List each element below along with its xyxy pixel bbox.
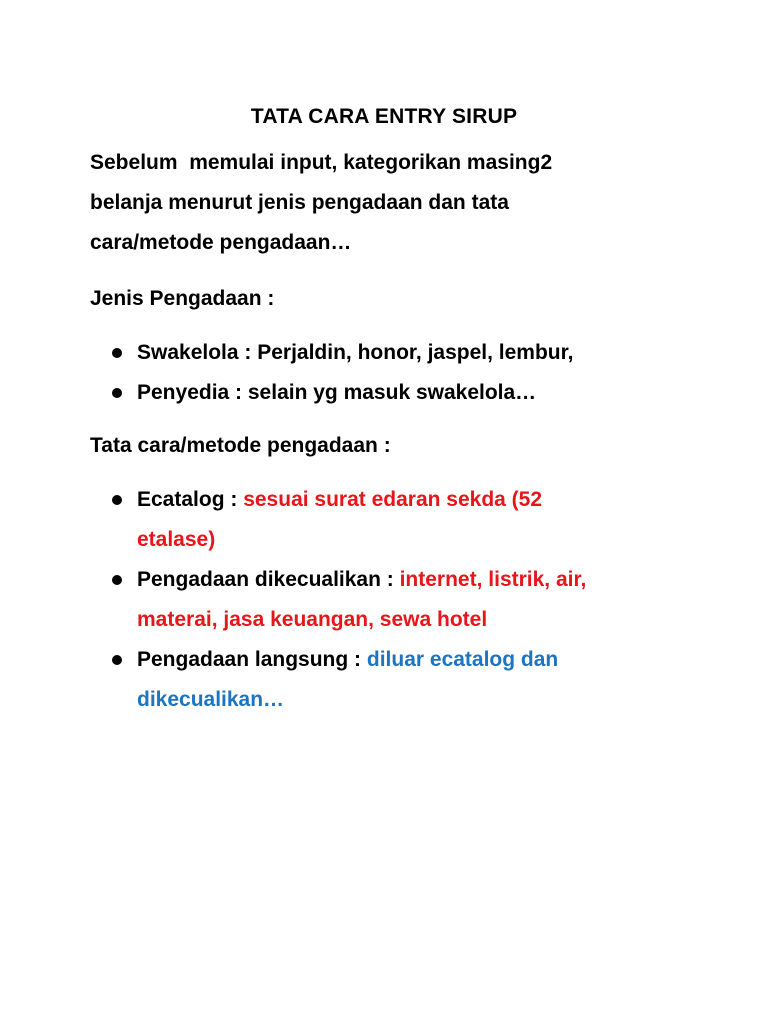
item-detail: diluar ecatalog dan xyxy=(366,648,559,671)
item-label: Pengadaan dikecualikan : xyxy=(137,568,400,591)
item-label: Ecatalog : xyxy=(137,488,244,511)
item-detail: sesuai surat edaran sekda (52 xyxy=(243,488,543,511)
intro-line: Sebelum memulai input, kategorikan masing2 xyxy=(90,151,553,174)
metode-pengadaan-heading: Tata cara/metode pengadaan : xyxy=(90,434,391,457)
intro-line: belanja menurut jenis pengadaan dan tata xyxy=(90,191,509,214)
bullet-icon xyxy=(112,495,122,505)
jenis-pengadaan-heading: Jenis Pengadaan : xyxy=(90,287,275,310)
item-detail-continued: materai, jasa keuangan, sewa hotel xyxy=(137,608,488,631)
item-label: Pengadaan langsung : xyxy=(137,648,367,671)
list-item xyxy=(90,560,677,640)
intro-line: cara/metode pengadaan… xyxy=(90,231,352,254)
list-item-line xyxy=(137,640,677,680)
list-item xyxy=(90,640,677,720)
metode-pengadaan-list xyxy=(90,480,677,720)
bullet-icon xyxy=(112,348,122,358)
item-detail-continued: etalase) xyxy=(137,528,216,551)
list-item-text: Penyedia : selain yg masuk swakelola… xyxy=(137,381,537,404)
list-item xyxy=(90,333,677,373)
list-item-line xyxy=(137,560,677,600)
item-detail: internet, listrik, air, xyxy=(399,568,587,591)
intro-paragraph xyxy=(90,143,680,263)
item-detail-continued: dikecualikan… xyxy=(137,688,285,711)
list-item-text: Swakelola : Perjaldin, honor, jaspel, lembur, xyxy=(137,341,574,364)
list-item xyxy=(90,373,677,413)
list-item xyxy=(90,480,677,560)
jenis-pengadaan-list xyxy=(90,333,677,413)
document-page xyxy=(90,0,690,1024)
list-item-line xyxy=(137,480,677,520)
bullet-icon xyxy=(112,388,122,398)
bullet-icon xyxy=(112,655,122,665)
document-title: TATA CARA ENTRY SIRUP xyxy=(250,105,518,128)
bullet-icon xyxy=(112,575,122,585)
